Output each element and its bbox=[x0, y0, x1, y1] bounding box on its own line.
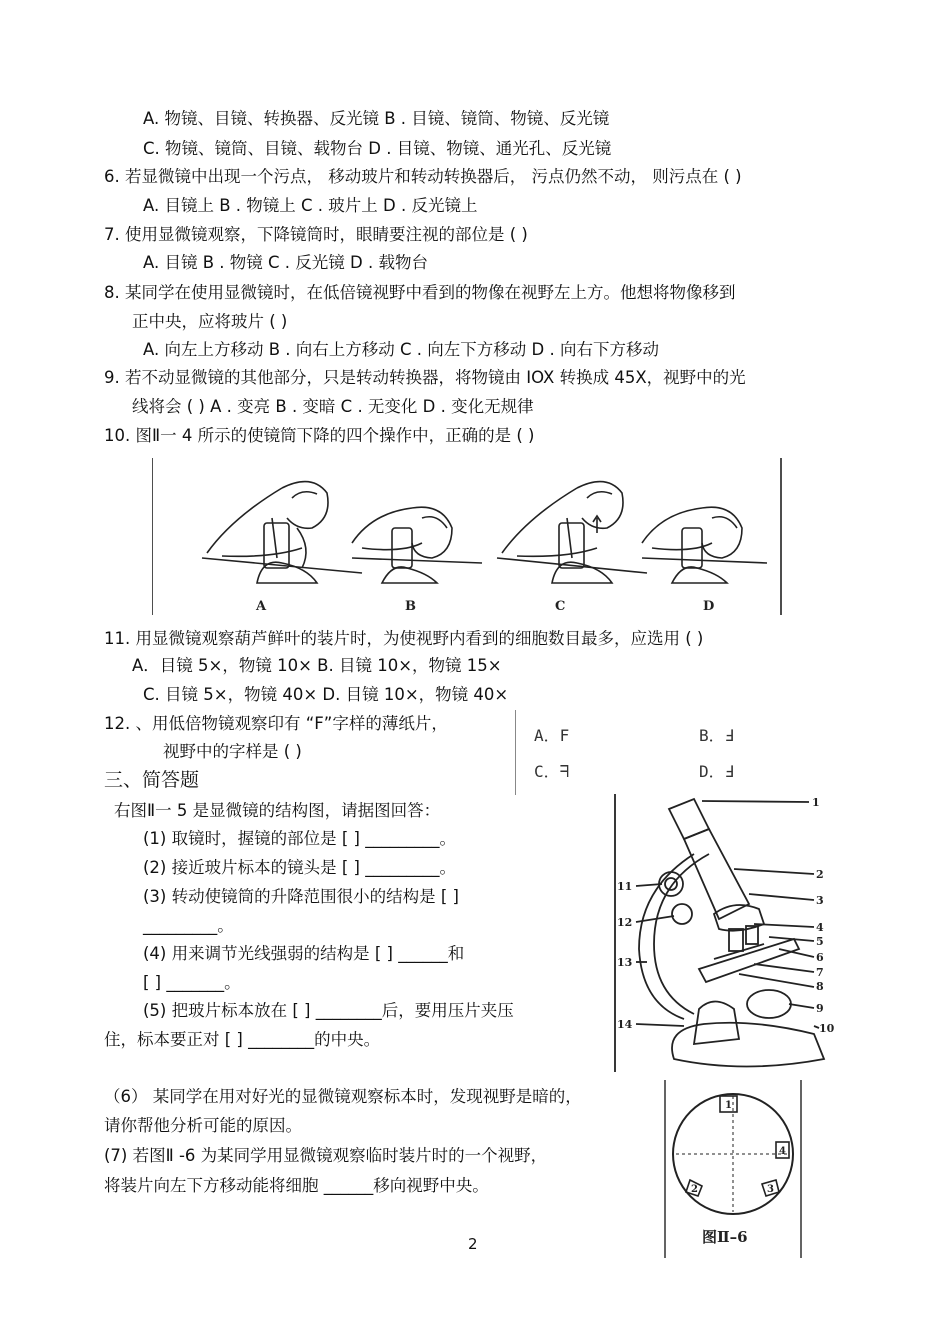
q12-stem-line2: 视野中的字样是 ( ) bbox=[163, 742, 302, 761]
q11-stem: 11. 用显微镜观察葫芦鲜叶的装片时，为使视野内看到的细胞数目最多，应选用 ( ) bbox=[104, 629, 704, 648]
page-number: 2 bbox=[468, 1235, 478, 1253]
sa-q4-line1: (4) 用来调节光线强弱的结构是 [ ] ______和 bbox=[143, 944, 465, 963]
q9-stem-line2: 线将会 ( ) A . 变亮 B . 变暗 C . 无变化 D . 变化无规律 bbox=[132, 397, 534, 416]
cell-label-4: 4 bbox=[779, 1146, 786, 1157]
sa-q5-line2: 住，标本要正对 [ ] ________的中央。 bbox=[104, 1030, 381, 1049]
q11-options-ab: A．目镜 5×，物镜 10× B. 目镜 10×，物镜 15× bbox=[132, 656, 502, 675]
structure-label-3: 3 bbox=[816, 894, 824, 907]
figure-label-a: A bbox=[256, 599, 267, 614]
q10-stem: 10. 图Ⅱ一 4 所示的使镜筒下降的四个操作中，正确的是 ( ) bbox=[104, 426, 535, 445]
cell-label-2: 2 bbox=[691, 1184, 698, 1195]
figure-label-c: C bbox=[555, 599, 566, 614]
q8-stem-line1: 8. 某同学在使用显微镜时，在低倍镜视野中看到的物像在视野左上方。他想将物像移到 bbox=[104, 283, 736, 302]
sa-q7-line2: 将装片向左下方移动能将细胞 ______移向视野中央。 bbox=[104, 1176, 489, 1195]
structure-label-10: 10 bbox=[819, 1022, 835, 1035]
option-c-letter: C．ᖷ bbox=[534, 762, 570, 781]
q7-stem: 7. 使用显微镜观察，下降镜筒时，眼睛要注视的部位是 ( ) bbox=[104, 225, 528, 244]
sa-q5-line1: (5) 把玻片标本放在 [ ] ________后，要用压片夹压 bbox=[143, 1001, 514, 1020]
q7-options: A. 目镜 B . 物镜 C . 反光镜 D . 载物台 bbox=[143, 253, 428, 272]
option-b-letter: B．Ⅎ bbox=[699, 726, 734, 745]
sa-q6-line2: 请你帮他分析可能的原因。 bbox=[104, 1116, 302, 1135]
q5-options-cd: C. 物镜、镜筒、目镜、载物台 D . 目镜、物镜、通光孔、反光镜 bbox=[143, 139, 612, 158]
figure-field-of-view bbox=[664, 1080, 802, 1258]
structure-label-11: 11 bbox=[617, 880, 633, 893]
q9-stem-line1: 9. 若不动显微镜的其他部分，只是转动转换器，将物镜由 IOX 转换成 45X，视野中的光 bbox=[104, 368, 746, 387]
q6-stem: 6. 若显微镜中出现一个污点， 移动玻片和转动转换器后， 污点仍然不动， 则污点在 ( ) bbox=[104, 167, 742, 186]
figure-microscope-structure bbox=[614, 794, 836, 1072]
sa-q1: (1) 取镜时，握镜的部位是 [ ] _________。 bbox=[143, 829, 456, 848]
figure-microscope-operators bbox=[152, 458, 782, 615]
structure-label-5: 5 bbox=[816, 935, 824, 948]
sa-intro: 右图Ⅱ一 5 是显微镜的结构图，请据图回答： bbox=[114, 801, 441, 820]
sa-q3-line1: (3) 转动使镜筒的升降范围很小的结构是 [ ] bbox=[143, 887, 459, 906]
structure-label-13: 13 bbox=[617, 956, 633, 969]
structure-label-7: 7 bbox=[816, 966, 824, 979]
structure-label-2: 2 bbox=[816, 868, 824, 881]
figure-caption: 图Ⅱ–6 bbox=[702, 1228, 748, 1246]
figure-label-d: D bbox=[703, 599, 715, 614]
cell-label-1: 1 bbox=[725, 1100, 732, 1111]
figure-label-b: B bbox=[405, 599, 416, 614]
figure-letter-options bbox=[515, 710, 757, 795]
q12-stem-line1: 12. 、用低倍物镜观察印有 “F”字样的薄纸片， bbox=[104, 714, 448, 733]
structure-label-1: 1 bbox=[812, 796, 820, 809]
sa-q4-line2: [ ] _______。 bbox=[143, 973, 241, 992]
structure-label-14: 14 bbox=[617, 1018, 633, 1031]
structure-label-8: 8 bbox=[816, 980, 824, 993]
structure-label-9: 9 bbox=[816, 1002, 824, 1015]
sa-q6-line1: （6） 某同学在用对好光的显微镜观察标本时，发现视野是暗的， bbox=[104, 1087, 582, 1106]
q6-options: A. 目镜上 B . 物镜上 C . 玻片上 D . 反光镜上 bbox=[143, 196, 478, 215]
q8-stem-line2: 正中央，应将玻片 ( ) bbox=[132, 312, 288, 331]
option-a-letter: A．F bbox=[534, 726, 570, 745]
structure-label-12: 12 bbox=[617, 916, 633, 929]
sa-q3-line2: _________。 bbox=[143, 916, 234, 935]
q11-options-cd: C. 目镜 5×，物镜 40× D. 目镜 10×，物镜 40× bbox=[143, 685, 509, 704]
cell-label-3: 3 bbox=[767, 1184, 774, 1195]
sa-q7-line1: (7) 若图Ⅱ -6 为某同学用显微镜观察临时装片时的一个视野， bbox=[104, 1146, 548, 1165]
option-d-letter: D．Ⅎ bbox=[699, 762, 734, 781]
q8-options: A. 向左上方移动 B . 向右上方移动 C . 向左下方移动 D . 向右下方移动 bbox=[143, 340, 659, 359]
section-title: 三、简答题 bbox=[104, 769, 200, 791]
sa-q2: (2) 接近玻片标本的镜头是 [ ] _________。 bbox=[143, 858, 456, 877]
structure-label-6: 6 bbox=[816, 951, 824, 964]
structure-label-4: 4 bbox=[816, 921, 824, 934]
q5-options-ab: A. 物镜、目镜、转换器、反光镜 B . 目镜、镜筒、物镜、反光镜 bbox=[143, 109, 610, 128]
